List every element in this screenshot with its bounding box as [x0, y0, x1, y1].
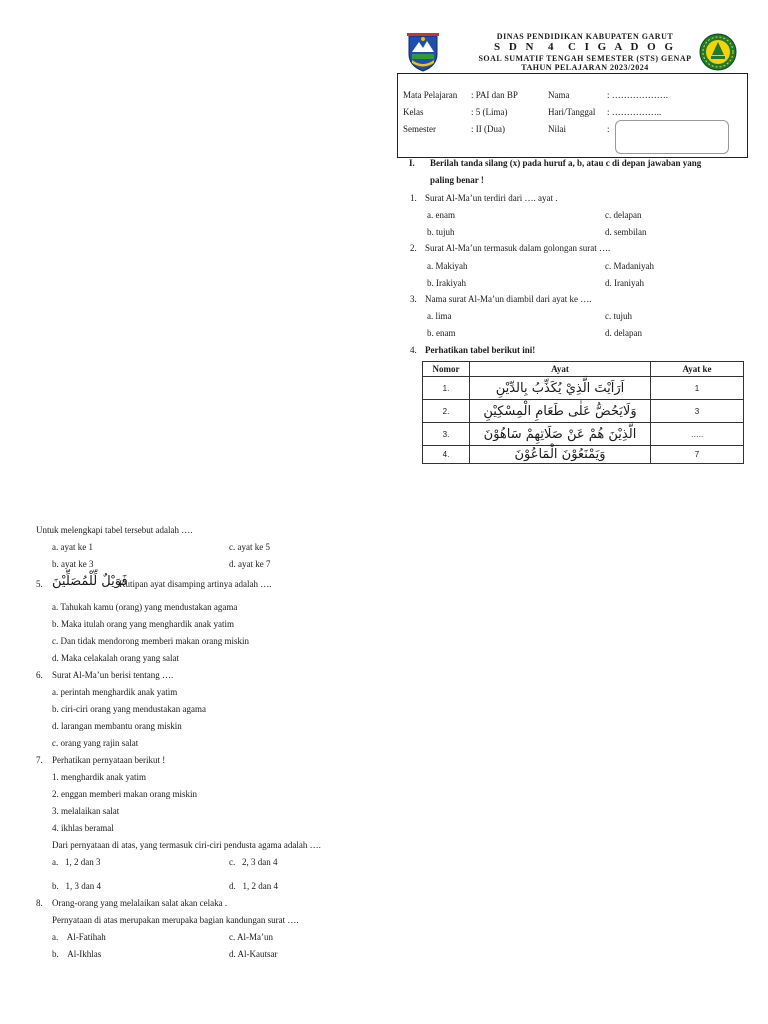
garut-logo — [406, 32, 440, 72]
header-exam-title: SOAL SUMATIF TENGAH SEMESTER (STS) GENAP — [478, 54, 692, 63]
q7-option-d[interactable]: d. 1, 2 dan 4 — [229, 881, 278, 891]
q1-option-c[interactable]: c. delapan — [605, 210, 642, 220]
q4-option-c[interactable]: c. ayat ke 5 — [229, 542, 270, 552]
header-year: TAHUN PELAJARAN 2023/2024 — [521, 63, 649, 72]
q8-option-c[interactable]: c. Al-Ma’un — [229, 932, 273, 942]
q2-text: Surat Al-Ma’un termasuk dalam golongan surat …. — [425, 243, 611, 253]
q3-option-a[interactable]: a. lima — [427, 311, 452, 321]
q6-option-c[interactable]: c. orang yang rajin salat — [52, 738, 139, 748]
score-label: Nilai — [548, 124, 566, 134]
q4-prompt: Untuk melengkapi tabel tersebut adalah …. — [36, 525, 193, 535]
q2-option-a[interactable]: a. Makiyah — [427, 261, 468, 271]
row-verse: الَّذِيْنَ هُمْ عَنْ صَلَاتِهِمْ سَاهُوْنَ — [470, 423, 651, 446]
q7-prompt: Dari pernyataan di atas, yang termasuk ciri-ciri pendusta agama adalah …. — [52, 840, 321, 850]
q6-text: Surat Al-Ma’un berisi tentang …. — [52, 670, 174, 680]
q7-statement-3: 3. melalaikan salat — [52, 806, 120, 816]
q4-number: 4. — [410, 345, 417, 355]
q6-number: 6. — [36, 670, 43, 680]
semester-label: Semester — [403, 124, 436, 134]
q2-number: 2. — [410, 243, 417, 253]
q3-text: Nama surat Al-Ma’un diambil dari ayat ke …. — [425, 294, 592, 304]
q6-option-b[interactable]: b. ciri-ciri orang yang mendustakan agama — [52, 704, 206, 714]
col-header-number: Nomor — [423, 362, 470, 377]
row-verse-no: 3 — [651, 400, 744, 423]
q7-number: 7. — [36, 755, 43, 765]
date-field[interactable]: : …………….. — [607, 107, 662, 117]
q5-option-c[interactable]: c. Dan tidak mendorong memberi makan orang miskin — [52, 636, 249, 646]
class-value: : 5 (Lima) — [471, 107, 508, 117]
q1-number: 1. — [410, 193, 417, 203]
col-header-verse: Ayat — [470, 362, 651, 377]
q4-text: Perhatikan tabel berikut ini! — [425, 345, 536, 355]
q2-option-c[interactable]: c. Madaniyah — [605, 261, 654, 271]
row-verse: اَرَاَيْتَ الَّذِيْ يُكَذِّبُ بِالدِّيْنِ — [470, 377, 651, 400]
score-colon: : — [607, 124, 610, 134]
q6-option-d[interactable]: d. larangan membantu orang miskin — [52, 721, 182, 731]
row-verse-no[interactable]: ….. — [651, 423, 744, 446]
q3-option-d[interactable]: d. delapan — [605, 328, 642, 338]
q7-statement-1: 1. menghardik anak yatim — [52, 772, 146, 782]
q5-option-a[interactable]: a. Tahukah kamu (orang) yang mendustakan agama — [52, 602, 238, 612]
q2-option-b[interactable]: b. Irakiyah — [427, 278, 466, 288]
name-label: Nama — [548, 90, 570, 100]
subject-label: Mata Pelajaran — [403, 90, 458, 100]
q8-option-b[interactable]: b. Al-Ikhlas — [52, 949, 102, 959]
semester-value: : II (Dua) — [471, 124, 505, 134]
q8-option-a[interactable]: a. Al-Fatihah — [52, 932, 106, 942]
q8-option-d[interactable]: d. Al-Kautsar — [229, 949, 278, 959]
table-row — [423, 400, 744, 423]
section-number: I. — [409, 158, 415, 168]
q4-option-b[interactable]: b. ayat ke 3 — [52, 559, 94, 569]
class-label: Kelas — [403, 107, 424, 117]
q5-number: 5. — [36, 579, 43, 589]
row-number: 2. — [423, 400, 470, 423]
q5-option-d[interactable]: d. Maka celakalah orang yang salat — [52, 653, 179, 663]
table-row — [423, 446, 744, 464]
date-label: Hari/Tanggal — [548, 107, 596, 117]
q8-prompt: Pernyataan di atas merupakan merupaka bagian kandungan surat …. — [52, 915, 299, 925]
q7-text: Perhatikan pernyataan berikut ! — [52, 755, 166, 765]
col-header-verse-no: Ayat ke — [651, 362, 744, 377]
q8-number: 8. — [36, 898, 43, 908]
q5-text: Kutipan ayat disamping artinya adalah …. — [119, 579, 272, 589]
q3-number: 3. — [410, 294, 417, 304]
row-number: 1. — [423, 377, 470, 400]
table-header-row — [423, 362, 744, 377]
name-field[interactable]: : ………………. — [607, 90, 669, 100]
table-row — [423, 423, 744, 446]
row-number: 3. — [423, 423, 470, 446]
section-instruction-1: Berilah tanda silang (x) pada huruf a, b, atau c di depan jawaban yang — [430, 158, 702, 168]
header-school: S D N 4 C I G A D O G — [493, 41, 677, 53]
q1-option-b[interactable]: b. tujuh — [427, 227, 455, 237]
q2-option-d[interactable]: d. Iraniyah — [605, 278, 644, 288]
row-verse: وَيَمْنَعُوْنَ الْمَاعُوْنَ — [470, 446, 651, 464]
q5-option-b[interactable]: b. Maka itulah orang yang menghardik anak yatim — [52, 619, 234, 629]
verse-table — [422, 361, 744, 464]
section-instruction-2: paling benar ! — [430, 175, 484, 185]
q3-option-b[interactable]: b. enam — [427, 328, 456, 338]
row-number: 4. — [423, 446, 470, 464]
subject-value: : PAI dan BP — [471, 90, 518, 100]
q6-option-a[interactable]: a. perintah menghardik anak yatim — [52, 687, 178, 697]
q4-option-a[interactable]: a. ayat ke 1 — [52, 542, 93, 552]
row-verse-no: 7 — [651, 446, 744, 464]
row-verse-no: 1 — [651, 377, 744, 400]
score-box[interactable] — [615, 120, 729, 154]
q1-option-a[interactable]: a. enam — [427, 210, 455, 220]
q5-arabic-verse: فَوَيْلٌ لِّلْمُصَلِّيْنَ — [52, 574, 128, 589]
table-row — [423, 377, 744, 400]
q7-option-c[interactable]: c. 2, 3 dan 4 — [229, 857, 278, 867]
q4-option-d[interactable]: d. ayat ke 7 — [229, 559, 271, 569]
q7-option-a[interactable]: a. 1, 2 dan 3 — [52, 857, 101, 867]
q1-text: Surat Al-Ma’un terdiri dari …. ayat . — [425, 193, 558, 203]
q7-option-b[interactable]: b. 1, 3 dan 4 — [52, 881, 101, 891]
q1-option-d[interactable]: d. sembilan — [605, 227, 647, 237]
q7-statement-4: 4. ikhlas beramal — [52, 823, 114, 833]
row-verse: وَلَايَحُضُّ عَلٰى طَعَامِ الْمِسْكِيْنِ — [470, 400, 651, 423]
q7-statement-2: 2. enggan memberi makan orang miskin — [52, 789, 197, 799]
q3-option-c[interactable]: c. tujuh — [605, 311, 632, 321]
q8-text: Orang-orang yang melalaikan salat akan celaka . — [52, 898, 228, 908]
header-agency: DINAS PENDIDIKAN KABUPATEN GARUT — [496, 32, 674, 41]
